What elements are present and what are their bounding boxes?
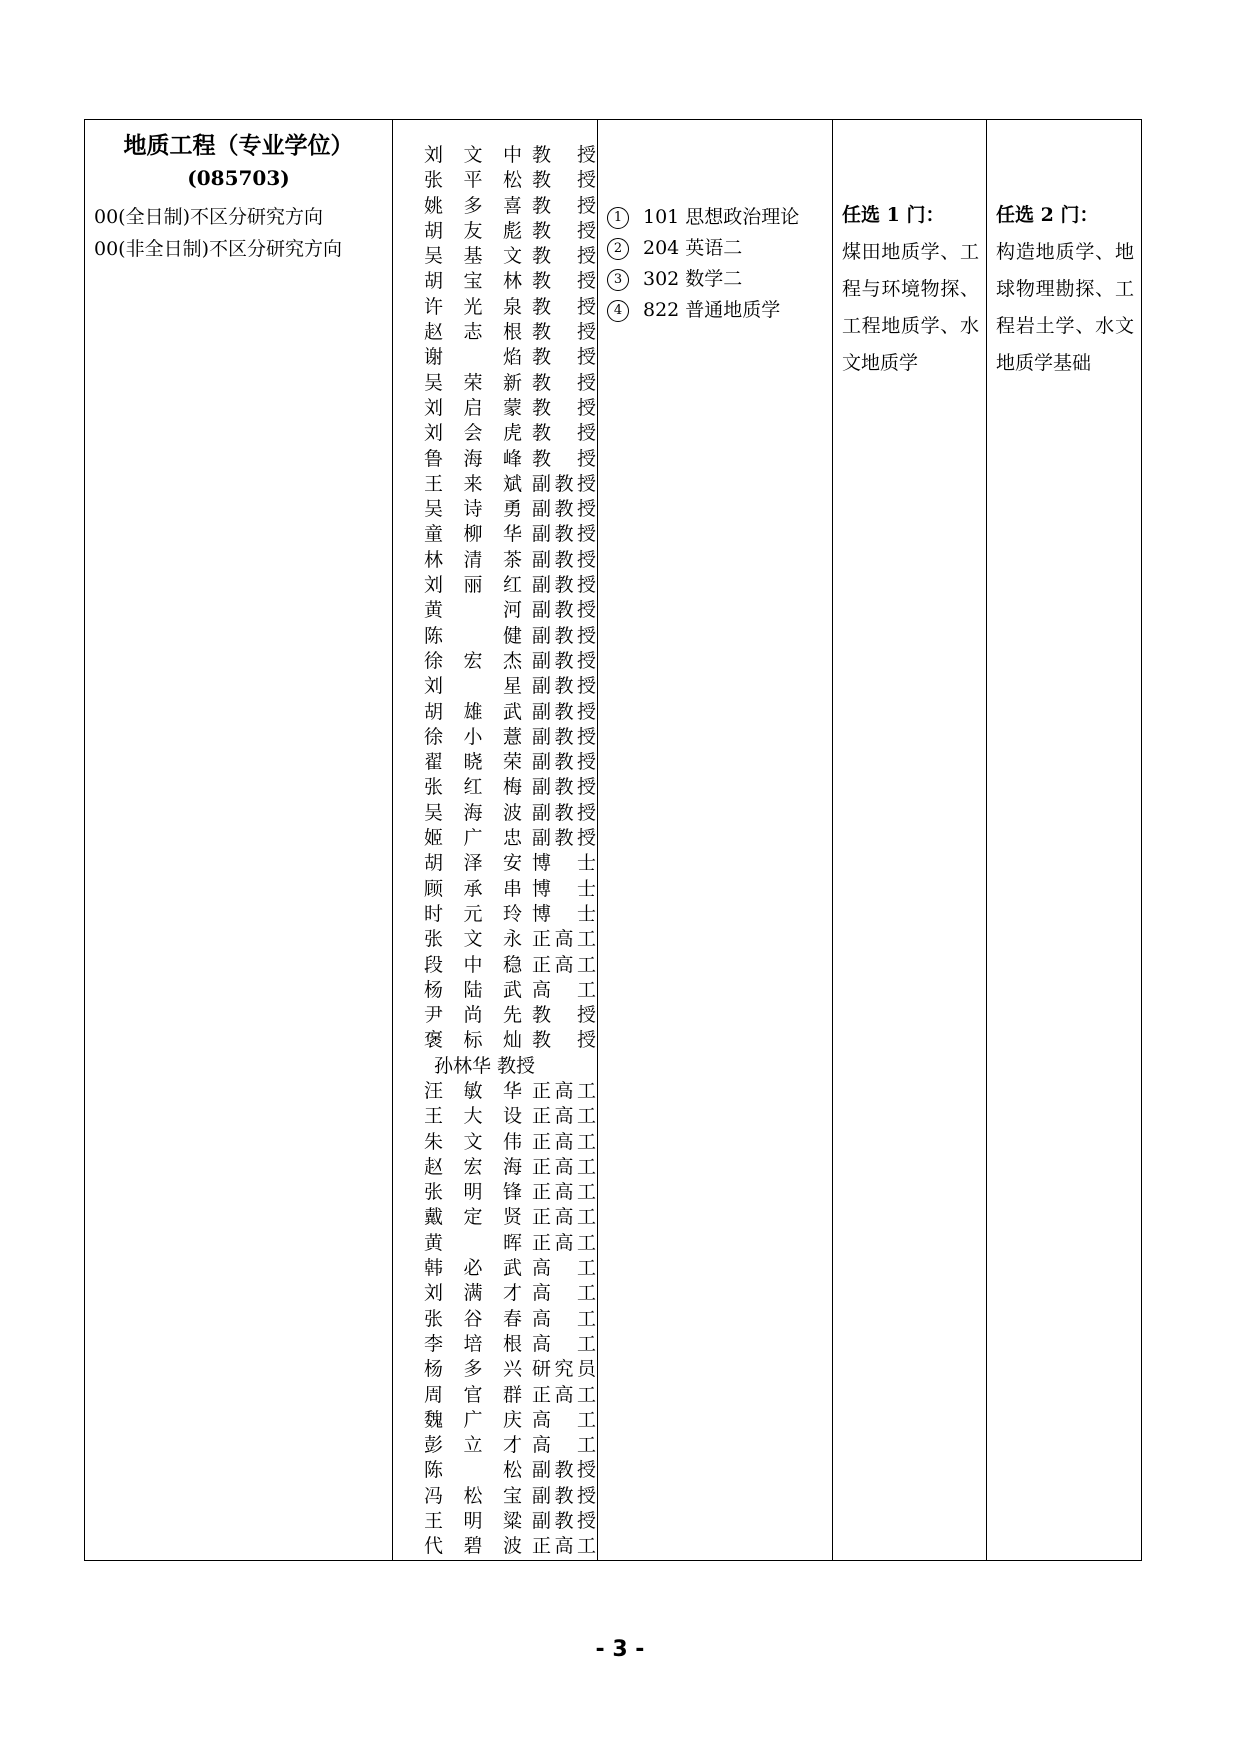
exam-subject-number: 2 [607,238,629,260]
supervisor-row [393,1231,597,1256]
supervisor-name: 王大设 [424,1105,522,1128]
supervisor-title: 高工 [532,1434,596,1457]
supervisor-title: 副教授 [532,751,596,774]
supervisor-row [393,725,597,750]
supervisor-title: 高工 [532,978,596,1001]
supervisor-title: 教授 [532,371,596,394]
elective-1-heading: 任选 1 门： [842,204,945,226]
supervisor-name: 汪敏华 [424,1079,522,1102]
supervisor-name: 韩必武 [424,1257,522,1280]
supervisor-row [393,1307,597,1332]
supervisor-name: 王明粱 [424,1510,522,1533]
supervisor-name: 李培根 [424,1332,522,1355]
supervisor-name: 段中稳 [424,953,522,976]
exam-subject-item [607,264,832,295]
supervisor-title: 副教授 [532,700,596,723]
supervisor-row [393,1357,597,1382]
supervisor-name: 徐小薏 [424,725,522,748]
supervisor-row [393,1534,597,1559]
supervisor-title: 副教授 [532,599,596,622]
supervisor-row [393,750,597,775]
supervisor-name: 童柳华 [424,523,522,546]
supervisor-row [393,219,597,244]
supervisor-title: 副教授 [532,776,596,799]
supervisor-row [393,1079,597,1104]
supervisor-row [393,548,597,573]
supervisor-title: 副教授 [532,649,596,672]
supervisor-name: 胡泽安 [424,852,522,875]
supervisor-title: 教授 [532,1004,596,1027]
supervisor-row [393,1205,597,1230]
supervisor-title: 正高工 [532,928,596,951]
supervisor-row [393,421,597,446]
supervisor-row [393,168,597,193]
supervisor-name: 胡雄武 [424,700,522,723]
supervisor-name: 胡友彪 [424,219,522,242]
supervisor-name: 张谷春 [424,1307,522,1330]
supervisor-row [393,700,597,725]
supervisor-title: 正高工 [532,1105,596,1128]
supervisor-name: 许光泉 [424,295,522,318]
supervisor-list [393,120,597,1560]
supervisor-name: 赵宏海 [424,1155,522,1178]
supervisor-name: 张文永 [424,928,522,951]
supervisor-row [393,674,597,699]
supervisor-row [393,927,597,952]
supervisor-name: 鲁海峰 [424,447,522,470]
supervisor-row [393,953,597,978]
elective-1-cell [833,120,987,1561]
supervisor-name: 彭立才 [424,1434,522,1457]
supervisor-name: 杨多兴 [424,1358,522,1381]
supervisor-row [393,801,597,826]
supervisor-row [393,1003,597,1028]
supervisor-row [393,143,597,168]
supervisor-title: 高工 [532,1408,596,1431]
supervisor-row [393,1383,597,1408]
supervisor-name: 刘启蒙 [424,396,522,419]
supervisor-title: 副教授 [532,1510,596,1533]
supervisor-row [393,978,597,1003]
supervisor-row [393,295,597,320]
supervisor-name: 刘满才 [424,1282,522,1305]
direction-part-time: 00(非全日制)不区分研究方向 [94,238,343,260]
research-directions [85,201,392,265]
supervisor-name: 吴诗勇 [424,498,522,521]
supervisor-name: 时元玲 [424,902,522,925]
supervisor-title: 博士 [532,852,596,875]
supervisor-title: 教授 [532,321,596,344]
supervisor-title: 副教授 [532,624,596,647]
supervisor-name: 翟晓荣 [424,751,522,774]
supervisor-name: 赵志根 [424,321,522,344]
supervisor-title: 研究员 [532,1358,596,1381]
supervisor-title: 教授 [532,270,596,293]
supervisor-name: 胡宝林 [424,270,522,293]
supervisor-row [393,497,597,522]
supervisor-row [393,396,597,421]
supervisor-title: 正高工 [532,1206,596,1229]
supervisor-row [393,1104,597,1129]
supervisor-name: 张平松 [424,169,522,192]
supervisor-name: 吴基文 [424,245,522,268]
supervisor-name: 朱文伟 [424,1130,522,1153]
supervisor-row [393,320,597,345]
supervisor-row [393,1458,597,1483]
supervisor-title: 高工 [532,1282,596,1305]
supervisor-title: 教授 [532,295,596,318]
supervisor-title: 教授 [532,1029,596,1052]
program-table [84,119,1142,1561]
supervisor-title: 教授 [532,194,596,217]
elective-2-subjects: 构造地质学、地球物理勘探、工程岩土学、水文地质学基础 [996,241,1134,374]
exam-subject-item [607,233,832,264]
supervisor-row [393,1332,597,1357]
supervisor-name: 刘文中 [424,144,522,166]
exam-subject-text: 822 普通地质学 [643,299,781,321]
supervisor-name: 黄河 [424,599,522,622]
supervisor-title: 副教授 [532,498,596,521]
supervisor-name: 徐宏杰 [424,649,522,672]
supervisor-row [393,598,597,623]
supervisor-title: 副教授 [532,725,596,748]
supervisor-row [393,877,597,902]
supervisor-title: 副教授 [532,1459,596,1482]
supervisor-title: 副教授 [532,675,596,698]
supervisor-title: 教授 [532,422,596,445]
supervisor-title: 教授 [532,169,596,192]
supervisor-row [393,775,597,800]
supervisor-title: 正高工 [532,1231,596,1254]
supervisor-name: 张明锋 [424,1181,522,1204]
supervisor-title: 副教授 [532,801,596,824]
supervisor-name: 王来斌 [424,472,522,495]
program-cell [85,120,393,1561]
supervisor-name: 林清茶 [424,548,522,571]
supervisor-name: 姚多喜 [424,194,522,217]
exam-subject-number: 4 [607,300,629,322]
supervisor-row [393,1155,597,1180]
supervisor-row [393,194,597,219]
supervisor-title: 正高工 [532,1383,596,1406]
supervisor-row [393,1028,597,1053]
supervisor-name: 吴海波 [424,801,522,824]
supervisor-title: 正高工 [532,1079,596,1102]
supervisor-title: 副教授 [532,827,596,850]
supervisor-row [393,1484,597,1509]
supervisor-title: 教授 [532,245,596,268]
supervisor-title: 教授 [532,144,596,166]
supervisor-row [393,345,597,370]
supervisor-title: 高工 [532,1307,596,1330]
supervisor-name: 姬广忠 [424,827,522,850]
direction-full-time: 00(全日制)不区分研究方向 [94,206,324,228]
supervisor-title: 正高工 [532,1181,596,1204]
supervisor-title: 正高工 [532,1155,596,1178]
supervisor-name: 陈健 [424,624,522,647]
supervisors-cell [393,120,598,1561]
supervisor-name: 陈松 [424,1459,522,1482]
supervisor-row [393,269,597,294]
supervisor-row [393,1281,597,1306]
exam-subject-list [598,120,832,326]
exam-subject-number: 3 [607,269,629,291]
supervisor-name: 刘丽红 [424,574,522,597]
supervisor-title: 博士 [532,877,596,900]
supervisor-row [393,826,597,851]
supervisor-name: 张红梅 [424,776,522,799]
supervisor-row [393,1256,597,1281]
supervisor-row [393,1433,597,1458]
supervisor-name: 戴定贤 [424,1206,522,1229]
supervisor-name: 顾承串 [424,877,522,900]
supervisor-row [393,624,597,649]
supervisor-title: 副教授 [532,523,596,546]
supervisor-row [393,573,597,598]
supervisor-row [393,522,597,547]
supervisor-name: 杨陆武 [424,978,522,1001]
supervisor-name: 黄晖 [424,1231,522,1254]
supervisor-title: 教授 [532,219,596,242]
supervisor-name: 吴荣新 [424,371,522,394]
supervisor-name: 刘会虎 [424,422,522,445]
supervisor-title: 正高工 [532,1130,596,1153]
supervisor-title: 正高工 [532,1535,596,1558]
supervisor-title: 教授 [532,346,596,369]
supervisor-title: 正高工 [532,953,596,976]
supervisor-title: 博士 [532,902,596,925]
supervisor-name: 刘星 [424,675,522,698]
exam-subject-item [607,295,832,326]
program-code: (085703) [187,166,290,190]
supervisor-row [393,902,597,927]
elective-1-subjects: 煤田地质学、工程与环境物探、工程地质学、水文地质学 [842,241,979,374]
supervisor-row [393,447,597,472]
supervisor-title: 高工 [532,1332,596,1355]
supervisor-name: 魏广庆 [424,1408,522,1431]
elective-2-heading: 任选 2 门： [996,204,1099,226]
exam-subject-number: 1 [607,207,629,229]
exam-subject-text: 101 思想政治理论 [643,206,800,228]
supervisor-title: 副教授 [532,548,596,571]
supervisor-title: 教授 [532,447,596,470]
supervisor-title: 副教授 [532,1484,596,1507]
supervisor-row [393,472,597,497]
exam-subject-text: 204 英语二 [643,237,743,259]
supervisor-name: 冯松宝 [424,1484,522,1507]
program-title: 地质工程（专业学位） [123,132,354,159]
exam-subject-item [607,202,832,233]
program-row [85,120,1142,1561]
supervisor-row [393,649,597,674]
supervisor-title: 高工 [532,1257,596,1280]
supervisor-name: 褒标灿 [424,1029,522,1052]
supervisor-row [393,244,597,269]
supervisor-name: 谢焰 [424,346,522,369]
supervisor-name: 代碧波 [424,1535,522,1558]
supervisor-name: 尹尚先 [424,1004,522,1027]
page-number: - 3 - [595,1637,645,1662]
supervisor-row: 孙林华 教授 [434,1054,536,1077]
supervisor-row [393,371,597,396]
supervisor-name: 周官群 [424,1383,522,1406]
supervisor-row [393,1408,597,1433]
supervisor-title: 副教授 [532,472,596,495]
supervisor-title: 副教授 [532,574,596,597]
supervisor-row [393,1180,597,1205]
supervisor-row [393,1130,597,1155]
exam-subjects-cell [598,120,833,1561]
supervisor-row [393,1509,597,1534]
supervisor-title: 教授 [532,396,596,419]
supervisor-row [393,851,597,876]
exam-subject-text: 302 数学二 [643,268,743,290]
elective-2-cell [987,120,1142,1561]
